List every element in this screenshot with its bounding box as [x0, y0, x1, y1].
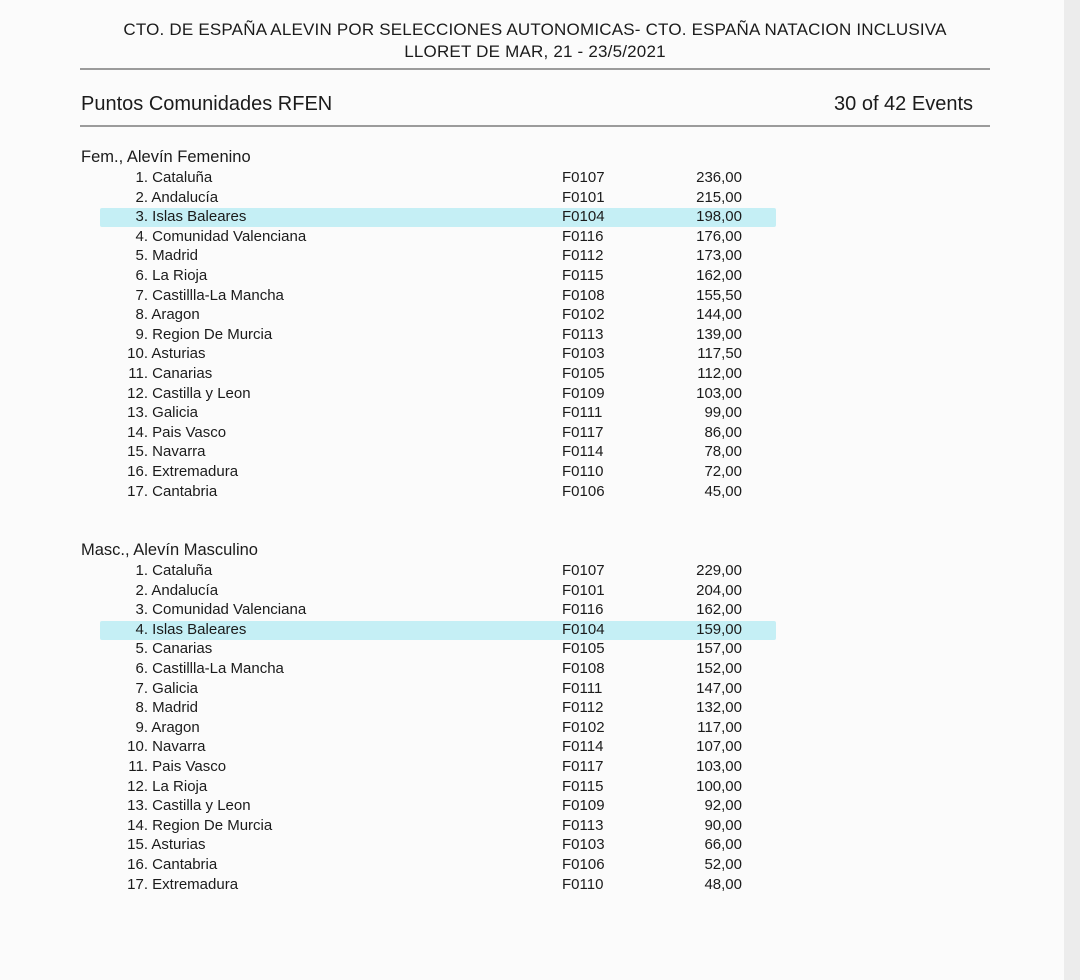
community-label: Canarias [152, 365, 213, 382]
rank-number: 10. [127, 345, 148, 363]
table-row [0, 404, 1064, 424]
rank-number: 10. [127, 738, 148, 756]
community-code: F0103 [562, 345, 605, 363]
community-label: Cantabria [152, 482, 218, 500]
points-value: 162,00 [696, 267, 742, 284]
points-value: 229,00 [696, 562, 742, 579]
community-code: F0116 [562, 227, 604, 245]
community-name [102, 169, 212, 186]
community-name [102, 326, 272, 343]
community-name [102, 817, 272, 834]
community-name [102, 463, 238, 480]
points-value: 90,00 [704, 816, 742, 834]
community-label: Cantabria [152, 856, 218, 873]
table-row [0, 778, 1064, 798]
community-name [102, 562, 212, 579]
community-name [102, 424, 226, 441]
points-value: 159,00 [696, 620, 742, 638]
community-code: F0106 [562, 856, 605, 873]
community-label: Extremadura [152, 463, 239, 480]
community-code: F0117 [562, 758, 604, 775]
community-label: Comunidad Valenciana [152, 601, 307, 619]
table-row [0, 621, 1064, 641]
rank-number: 2. [135, 188, 148, 206]
table-row [0, 443, 1064, 463]
community-name [102, 719, 200, 736]
points-value: 215,00 [696, 188, 742, 206]
header-divider-bottom [80, 125, 990, 127]
community-code: F0108 [562, 286, 605, 304]
document-title: CTO. DE ESPAÑA ALEVIN POR SELECCIONES AUTONOMICAS- CTO. ESPAÑA NATACION INCLUSIVA [123, 20, 947, 39]
community-code: F0111 [562, 404, 603, 422]
rank-number: 1. [135, 562, 148, 579]
community-code: F0109 [562, 384, 605, 402]
community-code: F0104 [562, 620, 605, 638]
community-label: Islas Baleares [152, 208, 247, 226]
events-count: 30 of 42 Events [834, 93, 973, 115]
table-row [0, 680, 1064, 700]
community-label: Region De Murcia [152, 325, 273, 343]
table-row [0, 463, 1064, 483]
community-label: Navarra [152, 443, 206, 461]
community-label: Region De Murcia [152, 816, 273, 834]
table-row [0, 719, 1064, 739]
table-row [0, 424, 1064, 444]
community-code: F0101 [562, 188, 605, 206]
community-name [102, 189, 218, 206]
section-title: Fem., Alevín Femenino [81, 148, 251, 166]
table-row [0, 640, 1064, 660]
points-value: 155,50 [696, 286, 742, 304]
points-value: 198,00 [696, 208, 742, 226]
rank-number: 5. [135, 247, 148, 265]
table-row [0, 582, 1064, 602]
rank-number: 1. [135, 169, 148, 186]
table-row [0, 817, 1064, 837]
community-label: La Rioja [152, 777, 208, 795]
table-row [0, 247, 1064, 267]
rank-number: 13. [127, 404, 148, 422]
points-value: 112,00 [697, 365, 742, 382]
table-row [0, 169, 1064, 189]
community-code: F0112 [562, 247, 604, 265]
rank-number: 9. [135, 325, 148, 343]
points-value: 132,00 [696, 699, 742, 717]
community-code: F0105 [562, 365, 605, 382]
rank-number: 17. [127, 875, 148, 893]
points-value: 45,00 [704, 482, 742, 500]
community-code: F0105 [562, 640, 605, 658]
community-code: F0112 [562, 699, 604, 717]
table-row [0, 267, 1064, 287]
community-label: Comunidad Valenciana [152, 227, 307, 245]
community-label: Asturias [151, 836, 206, 854]
community-name [102, 443, 206, 460]
points-value: 52,00 [704, 856, 742, 873]
points-value: 117,50 [697, 345, 742, 363]
community-name [102, 306, 200, 323]
community-code: F0111 [562, 679, 603, 697]
community-name [102, 876, 238, 893]
points-value: 236,00 [696, 169, 742, 186]
community-name [102, 483, 217, 500]
community-label: Madrid [152, 699, 199, 717]
points-value: 103,00 [696, 758, 742, 775]
table-row [0, 326, 1064, 346]
community-label: Canarias [152, 640, 213, 658]
points-value: 144,00 [696, 306, 742, 324]
community-label: Castilla y Leon [152, 384, 251, 402]
rank-number: 4. [135, 227, 148, 245]
table-row [0, 345, 1064, 365]
community-label: Andalucía [151, 188, 219, 206]
table-row [0, 208, 1064, 228]
rank-number: 11. [128, 758, 148, 775]
community-code: F0109 [562, 797, 605, 815]
rank-number: 4. [135, 620, 148, 638]
points-value: 86,00 [704, 423, 742, 441]
table-row [0, 758, 1064, 778]
community-label: Asturias [151, 345, 206, 363]
table-row [0, 562, 1064, 582]
points-value: 48,00 [704, 875, 742, 893]
community-name [102, 228, 306, 245]
community-code: F0102 [562, 306, 605, 324]
community-code: F0115 [562, 267, 604, 284]
points-value: 103,00 [696, 384, 742, 402]
table-row [0, 306, 1064, 326]
rank-number: 11. [128, 365, 148, 382]
community-label: La Rioja [152, 267, 208, 284]
community-name [102, 797, 251, 814]
points-value: 92,00 [704, 797, 742, 815]
table-row [0, 660, 1064, 680]
community-code: F0106 [562, 482, 605, 500]
rank-number: 8. [135, 306, 148, 324]
points-value: 66,00 [704, 836, 742, 854]
table-row [0, 287, 1064, 307]
community-label: Madrid [152, 247, 199, 265]
points-value: 152,00 [696, 660, 742, 677]
rank-number: 2. [135, 581, 148, 599]
community-code: F0113 [562, 816, 604, 834]
points-value: 157,00 [696, 640, 742, 658]
community-code: F0113 [562, 325, 604, 343]
community-label: Pais Vasco [152, 758, 227, 775]
community-label: Castilla y Leon [152, 797, 251, 815]
rank-number: 14. [127, 816, 148, 834]
community-label: Cataluña [152, 562, 213, 579]
community-name [102, 345, 206, 362]
table-row [0, 876, 1064, 896]
community-code: F0114 [562, 443, 604, 461]
points-value: 107,00 [696, 738, 742, 756]
community-code: F0104 [562, 208, 605, 226]
rank-number: 5. [135, 640, 148, 658]
points-value: 176,00 [696, 227, 742, 245]
points-value: 139,00 [696, 325, 742, 343]
community-label: Aragon [151, 718, 200, 736]
community-code: F0107 [562, 562, 605, 579]
points-value: 204,00 [696, 581, 742, 599]
community-name [102, 680, 198, 697]
table-row [0, 228, 1064, 248]
points-value: 78,00 [704, 443, 742, 461]
table-row [0, 836, 1064, 856]
community-label: Pais Vasco [152, 423, 227, 441]
table-row [0, 385, 1064, 405]
rank-number: 14. [127, 423, 148, 441]
rank-number: 6. [135, 267, 148, 284]
rank-number: 15. [127, 836, 148, 854]
community-code: F0116 [562, 601, 604, 619]
community-code: F0110 [562, 875, 604, 893]
community-name [102, 699, 198, 716]
table-row [0, 738, 1064, 758]
points-value: 117,00 [697, 718, 742, 736]
rank-number: 9. [135, 718, 148, 736]
rank-number: 16. [127, 856, 148, 873]
community-label: Cataluña [152, 169, 213, 186]
table-row [0, 601, 1064, 621]
community-name [102, 404, 198, 421]
community-label: Navarra [152, 738, 206, 756]
points-value: 173,00 [696, 247, 742, 265]
community-code: F0101 [562, 581, 605, 599]
community-name [102, 758, 226, 775]
community-label: Galicia [152, 679, 199, 697]
community-name [102, 836, 206, 853]
table-row [0, 699, 1064, 719]
table-row [0, 189, 1064, 209]
rank-number: 7. [135, 286, 148, 304]
rank-number: 15. [127, 443, 148, 461]
rank-number: 3. [135, 601, 148, 619]
community-name [102, 621, 246, 638]
community-name [102, 778, 207, 795]
community-code: F0107 [562, 169, 605, 186]
community-name [102, 208, 246, 225]
section-title: Masc., Alevín Masculino [81, 541, 258, 559]
community-code: F0102 [562, 718, 605, 736]
rank-number: 7. [135, 679, 148, 697]
points-value: 99,00 [704, 404, 742, 422]
community-name [102, 856, 217, 873]
community-name [102, 660, 284, 677]
community-code: F0115 [562, 777, 604, 795]
community-code: F0117 [562, 423, 604, 441]
community-label: Castillla-La Mancha [152, 286, 284, 304]
community-label: Galicia [152, 404, 199, 422]
community-code: F0114 [562, 738, 604, 756]
community-code: F0103 [562, 836, 605, 854]
table-row [0, 797, 1064, 817]
rank-number: 8. [135, 699, 148, 717]
community-code: F0108 [562, 660, 605, 677]
table-row [0, 483, 1064, 503]
rank-number: 16. [127, 463, 148, 480]
report-name: Puntos Comunidades RFEN [81, 93, 333, 115]
rank-number: 13. [127, 797, 148, 815]
community-name [102, 582, 218, 599]
header-divider-top [80, 68, 990, 70]
points-value: 100,00 [696, 777, 742, 795]
document-subtitle: LLORET DE MAR, 21 - 23/5/2021 [404, 42, 666, 61]
community-label: Extremadura [152, 875, 239, 893]
community-label: Andalucía [151, 581, 219, 599]
community-code: F0110 [562, 463, 604, 480]
rank-number: 3. [135, 208, 148, 226]
community-name [102, 365, 212, 382]
community-name [102, 385, 251, 402]
rank-number: 17. [127, 482, 148, 500]
community-name [102, 287, 284, 304]
community-label: Aragon [151, 306, 200, 324]
community-label: Islas Baleares [152, 620, 247, 638]
points-value: 72,00 [704, 463, 742, 480]
rank-number: 12. [127, 384, 148, 402]
points-value: 147,00 [696, 679, 742, 697]
community-label: Castillla-La Mancha [152, 660, 284, 677]
community-name [102, 640, 212, 657]
rank-number: 12. [127, 777, 148, 795]
community-name [102, 601, 306, 618]
points-value: 162,00 [696, 601, 742, 619]
community-name [102, 247, 198, 264]
table-row [0, 856, 1064, 876]
community-name [102, 267, 207, 284]
rank-number: 6. [135, 660, 148, 677]
community-name [102, 738, 206, 755]
table-row [0, 365, 1064, 385]
